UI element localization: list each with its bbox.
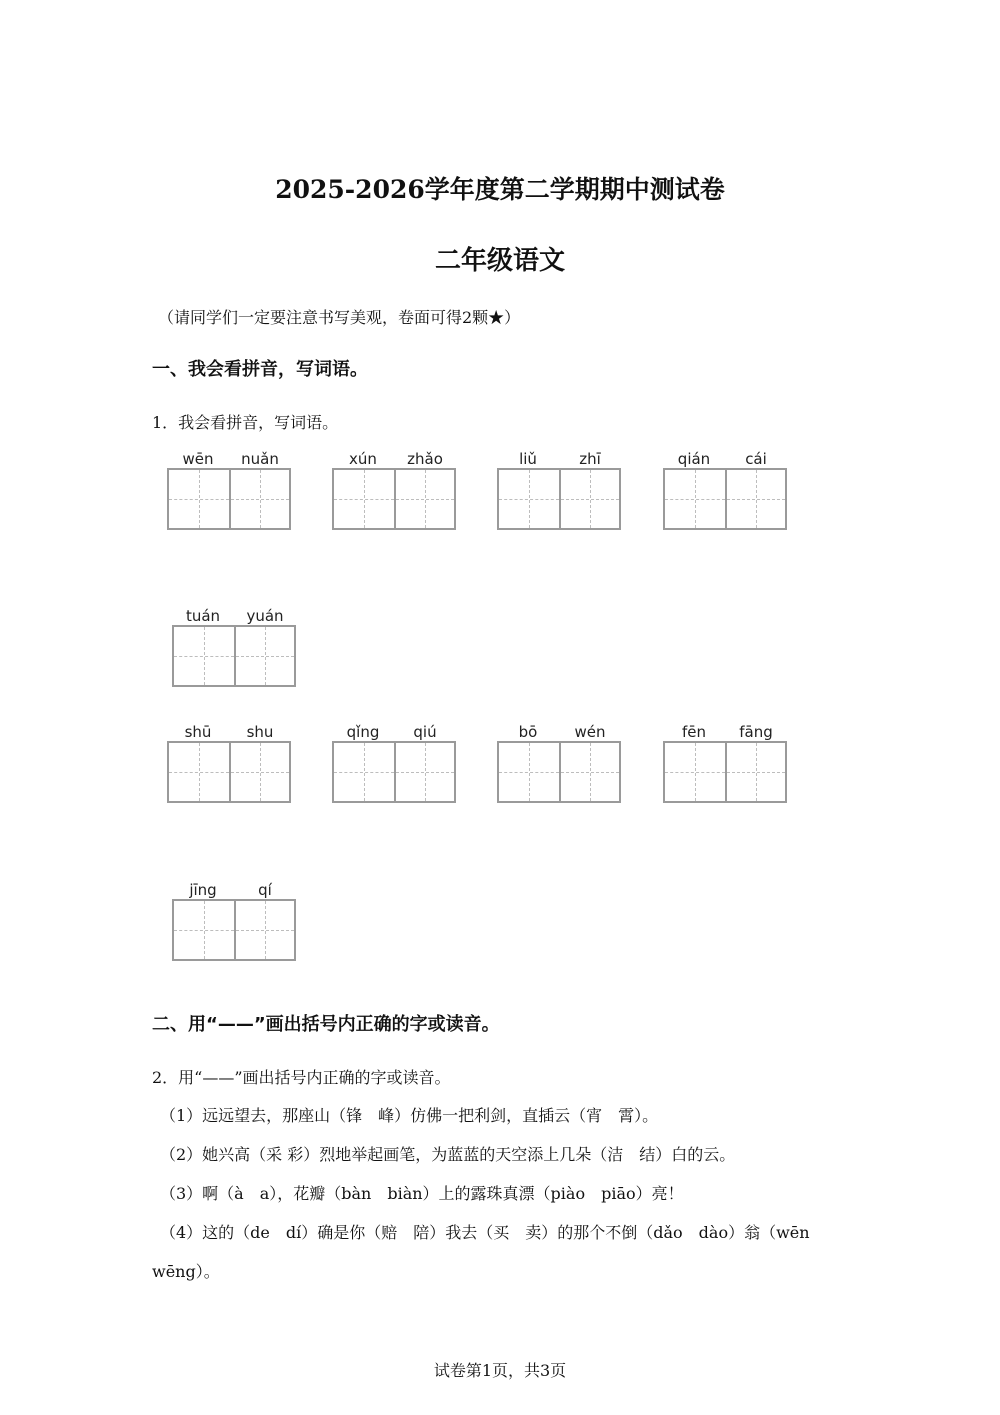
pinyin: xún [349, 450, 377, 468]
word-box-7 [332, 723, 458, 805]
page-footer: 试卷第1页，共3页 [433, 1361, 567, 1380]
pinyin: qǐng [346, 723, 380, 741]
question-2-item-4: （4）这的（de dí）确是你（赔 陪）我去（买 卖）的那个不倒（dǎo dào）翁（wēn [160, 1223, 810, 1242]
writing-grid[interactable] [497, 741, 621, 803]
word-box-3 [497, 450, 623, 532]
question-2-prompt: 2．用“——”画出括号内正确的字或读音。 [152, 1068, 451, 1087]
word-box-4 [663, 450, 789, 532]
writing-grid[interactable] [332, 741, 456, 803]
writing-grid[interactable] [172, 625, 296, 687]
writing-grid[interactable] [167, 468, 291, 530]
word-box-1 [167, 450, 293, 532]
pinyin: qián [677, 450, 711, 468]
writing-grid[interactable] [332, 468, 456, 530]
neatness-note: （请同学们一定要注意书写美观，卷面可得2颗★） [158, 308, 521, 327]
writing-grid[interactable] [172, 899, 296, 961]
pinyin: qiú [413, 723, 437, 741]
section-1-heading: 一、我会看拼音，写词语。 [152, 359, 368, 380]
pinyin: yuán [246, 607, 284, 625]
writing-grid[interactable] [497, 468, 621, 530]
pinyin: jīng [189, 881, 217, 899]
word-box-5 [172, 607, 298, 689]
pinyin: fāng [739, 723, 773, 741]
question-2-item-1: （1）远远望去，那座山（锋 峰）仿佛一把利剑，直插云（宵 霄）。 [160, 1106, 659, 1125]
pinyin: cái [745, 450, 767, 468]
word-box-6 [167, 723, 293, 805]
exam-title: 2025-2026学年度第二学期期中测试卷 [275, 175, 725, 204]
pinyin: shu [246, 723, 274, 741]
word-box-10 [172, 881, 298, 963]
writing-grid[interactable] [663, 741, 787, 803]
pinyin: fēn [681, 723, 707, 741]
pinyin: bō [518, 723, 538, 741]
pinyin: wēn [182, 450, 214, 468]
pinyin: liǔ [519, 450, 537, 468]
writing-grid[interactable] [167, 741, 291, 803]
writing-grid[interactable] [663, 468, 787, 530]
question-2-item-4-continued: wēng）。 [152, 1262, 220, 1281]
word-box-2 [332, 450, 458, 532]
word-box-8 [497, 723, 623, 805]
pinyin: shū [184, 723, 212, 741]
pinyin: zhī [579, 450, 601, 468]
word-box-9 [663, 723, 789, 805]
pinyin: qí [258, 881, 272, 899]
pinyin: nuǎn [241, 450, 279, 468]
pinyin: wén [574, 723, 606, 741]
section-2-heading: 二、用“——”画出括号内正确的字或读音。 [152, 1014, 500, 1035]
pinyin: zhǎo [407, 450, 443, 468]
pinyin: tuán [185, 607, 221, 625]
question-1-prompt: 1．我会看拼音，写词语。 [152, 413, 339, 432]
question-2-item-2: （2）她兴高（采 彩）烈地举起画笔，为蓝蓝的天空添上几朵（洁 结）白的云。 [160, 1145, 736, 1164]
exam-subtitle: 二年级语文 [434, 246, 565, 276]
question-2-item-3: （3）啊（à a），花瓣（bàn biàn）上的露珠真漂（piào piāo）亮！ [160, 1184, 684, 1203]
